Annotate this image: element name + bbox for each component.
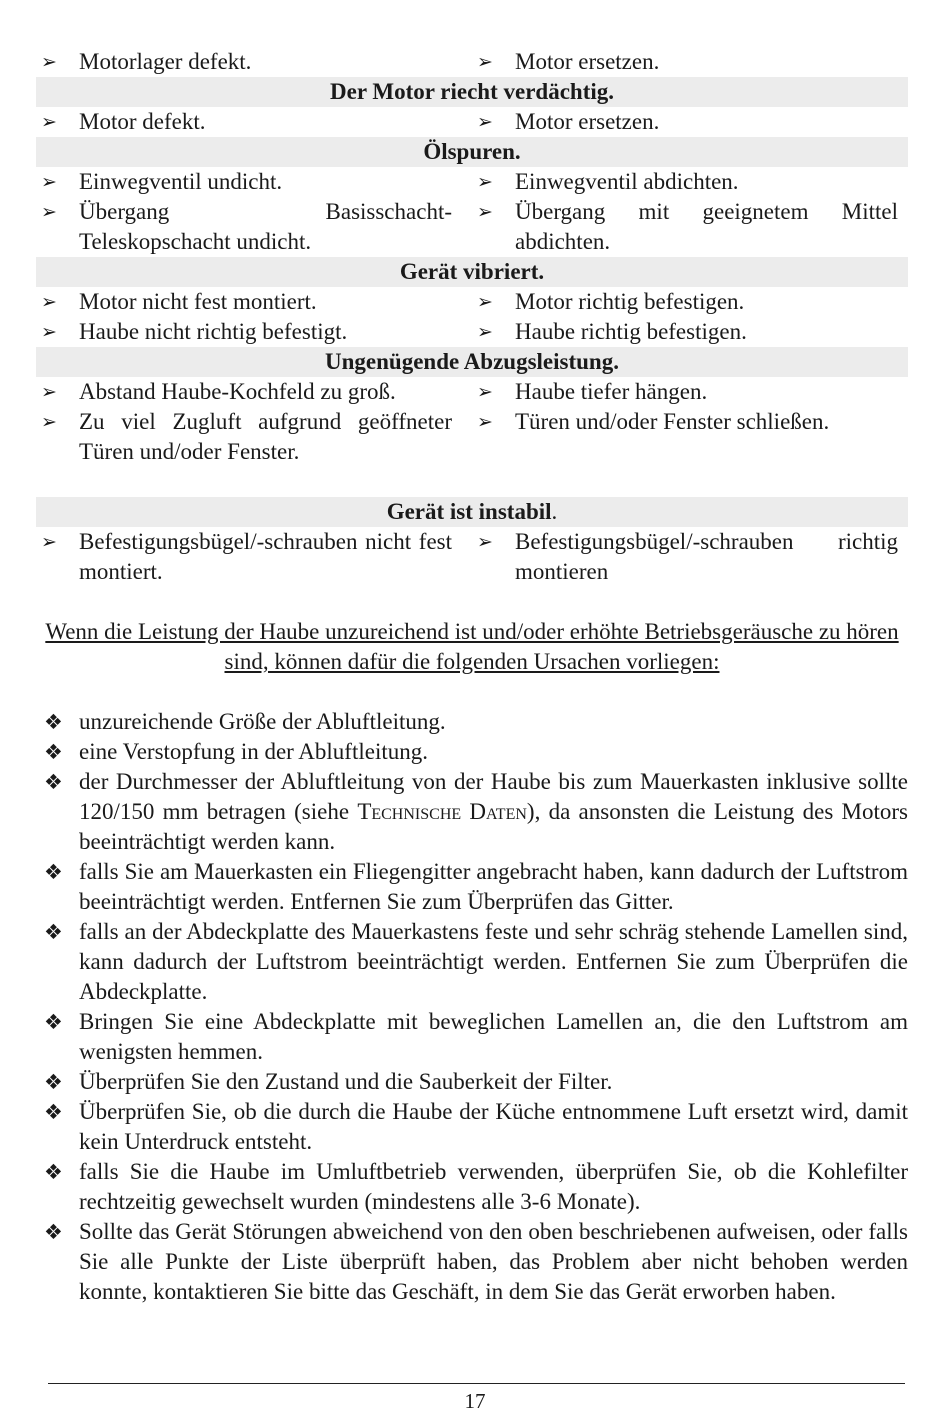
arrow-bullet-icon: ➢ (477, 111, 493, 133)
list-item-text: Bringen Sie eine Abdeckplatte mit beweglichen Lamellen an, die den Luftstrom am wenigsten hemmen. (79, 1009, 908, 1064)
list-item (36, 1097, 908, 1157)
diamond-bullet-icon: ❖ (44, 1010, 63, 1034)
list-item (36, 1217, 908, 1307)
fix-cell (472, 287, 908, 317)
list-item (36, 917, 908, 1007)
list-item-text (79, 767, 908, 857)
cause-text: Befestigungsbügel/-schrauben nicht fest montiert. (79, 529, 452, 584)
cause-text: Motor defekt. (79, 109, 206, 134)
troubleshoot-row (36, 527, 908, 587)
arrow-bullet-icon: ➢ (41, 51, 57, 73)
remedy-text: Motor richtig befestigen. (515, 289, 745, 314)
causes-list (36, 707, 908, 1307)
fix-cell (472, 377, 908, 407)
troubleshoot-row (36, 377, 908, 407)
list-item (36, 857, 908, 917)
list-item-text: Überprüfen Sie den Zustand und die Sauberkeit der Filter. (79, 1069, 613, 1094)
fix-cell (472, 107, 908, 137)
remedy-text: Befestigungsbügel/-schrauben richtig montieren (515, 529, 898, 584)
section-heading-instabil (36, 497, 908, 527)
page-number: 17 (464, 1389, 486, 1413)
cause-cell (36, 167, 472, 197)
fix-cell (472, 47, 908, 77)
cause-cell (36, 197, 472, 257)
arrow-bullet-icon: ➢ (41, 381, 57, 403)
fix-cell (472, 197, 908, 257)
arrow-bullet-icon: ➢ (41, 201, 57, 223)
arrow-bullet-icon: ➢ (477, 51, 493, 73)
arrow-bullet-icon: ➢ (41, 411, 57, 433)
list-item-text: falls an der Abdeckplatte des Mauerkastens feste und sehr schräg stehende Lamellen sind, kann dadurch der Luftstrom beeinträchtigt werden. Entfernen Sie zum Überprüfen die Abdeckplatte. (79, 919, 908, 1004)
arrow-bullet-icon: ➢ (41, 531, 57, 553)
remedy-text: Motor ersetzen. (515, 109, 660, 134)
list-item (36, 1067, 908, 1097)
diamond-bullet-icon: ❖ (44, 1100, 63, 1124)
arrow-bullet-icon: ➢ (477, 291, 493, 313)
arrow-bullet-icon: ➢ (477, 411, 493, 433)
arrow-bullet-icon: ➢ (477, 201, 493, 223)
list-item (36, 1157, 908, 1217)
troubleshoot-row (36, 317, 908, 347)
arrow-bullet-icon: ➢ (477, 381, 493, 403)
list-item-text: unzureichende Größe der Abluftleitung. (79, 709, 446, 734)
cause-text: Zu viel Zugluft aufgrund geöffneter Türen und/oder Fenster. (79, 409, 452, 464)
section-heading: Der Motor riecht verdächtig. (36, 77, 908, 107)
arrow-bullet-icon: ➢ (41, 321, 57, 343)
diamond-bullet-icon: ❖ (44, 1160, 63, 1184)
fix-cell (472, 167, 908, 197)
heading-text: Gerät ist instabil (386, 499, 552, 524)
diamond-bullet-icon: ❖ (44, 740, 63, 764)
troubleshoot-row (36, 167, 908, 197)
list-item (36, 737, 908, 767)
intro-paragraph: Wenn die Leistung der Haube unzureichend ist und/oder erhöhte Betriebsgeräusche zu hören sind, können dafür die folgenden Ursachen vorliegen: (45, 619, 899, 674)
section-heading: Ölspuren. (36, 137, 908, 167)
page-content (36, 47, 908, 1307)
cause-text: Motor nicht fest montiert. (79, 289, 317, 314)
cause-cell (36, 527, 472, 587)
cause-text: Abstand Haube-Kochfeld zu groß. (79, 379, 396, 404)
list-item-text: eine Verstopfung in der Abluftleitung. (79, 739, 428, 764)
diamond-bullet-icon: ❖ (44, 1220, 63, 1244)
cause-cell (36, 47, 472, 77)
arrow-bullet-icon: ➢ (41, 171, 57, 193)
cause-text: Übergang Basisschacht-Teleskopschacht undicht. (79, 199, 452, 254)
troubleshoot-row (36, 47, 908, 77)
diamond-bullet-icon: ❖ (44, 920, 63, 944)
list-item (36, 767, 908, 857)
heading-punctuation: . (551, 499, 558, 524)
text-segment: der Durchmesser der Abluftleitung von der Haube bis zum Mauerkasten inklusive sollte 120/150 mm betragen (siehe (79, 769, 908, 824)
fix-cell (472, 317, 908, 347)
section-reference: Technische Daten (357, 799, 527, 824)
troubleshoot-row (36, 197, 908, 257)
text-segment: ), da ansonsten die Leistung des Motors beeinträchtigt werden kann. (79, 799, 908, 854)
cause-text: Motorlager defekt. (79, 49, 252, 74)
fix-cell (472, 407, 908, 467)
arrow-bullet-icon: ➢ (477, 171, 493, 193)
cause-cell (36, 407, 472, 467)
fix-cell (472, 527, 908, 587)
troubleshoot-row (36, 407, 908, 467)
list-item (36, 707, 908, 737)
cause-cell (36, 287, 472, 317)
spacer (36, 467, 908, 497)
list-item-text: falls Sie am Mauerkasten ein Fliegengitter angebracht haben, kann dadurch der Luftstrom beeinträchtigt werden. Entfernen Sie zum Überprüfen das Gitter. (79, 859, 908, 914)
remedy-text: Übergang mit geeignetem Mittel abdichten. (515, 199, 898, 254)
remedy-text: Motor ersetzen. (515, 49, 660, 74)
remedy-text: Haube richtig befestigen. (515, 319, 747, 344)
list-item-text: Überprüfen Sie, ob die durch die Haube der Küche entnommene Luft ersetzt wird, damit kein Unterdruck entsteht. (79, 1099, 908, 1154)
arrow-bullet-icon: ➢ (477, 321, 493, 343)
diamond-bullet-icon: ❖ (44, 770, 63, 794)
remedy-text: Einwegventil abdichten. (515, 169, 739, 194)
cause-text: Haube nicht richtig befestigt. (79, 319, 348, 344)
list-item (36, 1007, 908, 1067)
section-heading: Gerät vibriert. (36, 257, 908, 287)
list-item-text: Sollte das Gerät Störungen abweichend von den oben beschriebenen aufweisen, oder falls Sie alle Punkte der Liste überprüft haben, das Problem aber nicht behoben werden konnte, kontaktieren Sie bitte das Geschäft, in dem Sie das Gerät erworben haben. (79, 1219, 908, 1304)
remedy-text: Türen und/oder Fenster schließen. (515, 409, 830, 434)
remedy-text: Haube tiefer hängen. (515, 379, 708, 404)
arrow-bullet-icon: ➢ (41, 111, 57, 133)
list-item-text: falls Sie die Haube im Umluftbetrieb verwenden, überprüfen Sie, ob die Kohlefilter rechtzeitig gewechselt wurden (mindestens alle 3-6 Monate). (79, 1159, 908, 1214)
diamond-bullet-icon: ❖ (44, 860, 63, 884)
troubleshoot-row (36, 107, 908, 137)
arrow-bullet-icon: ➢ (41, 291, 57, 313)
diamond-bullet-icon: ❖ (44, 710, 63, 734)
cause-cell (36, 107, 472, 137)
troubleshoot-row (36, 287, 908, 317)
arrow-bullet-icon: ➢ (477, 531, 493, 553)
diamond-bullet-icon: ❖ (44, 1070, 63, 1094)
cause-cell (36, 377, 472, 407)
footer-rule (48, 1383, 905, 1384)
section-heading: Ungenügende Abzugsleistung. (36, 347, 908, 377)
cause-text: Einwegventil undicht. (79, 169, 283, 194)
cause-cell (36, 317, 472, 347)
